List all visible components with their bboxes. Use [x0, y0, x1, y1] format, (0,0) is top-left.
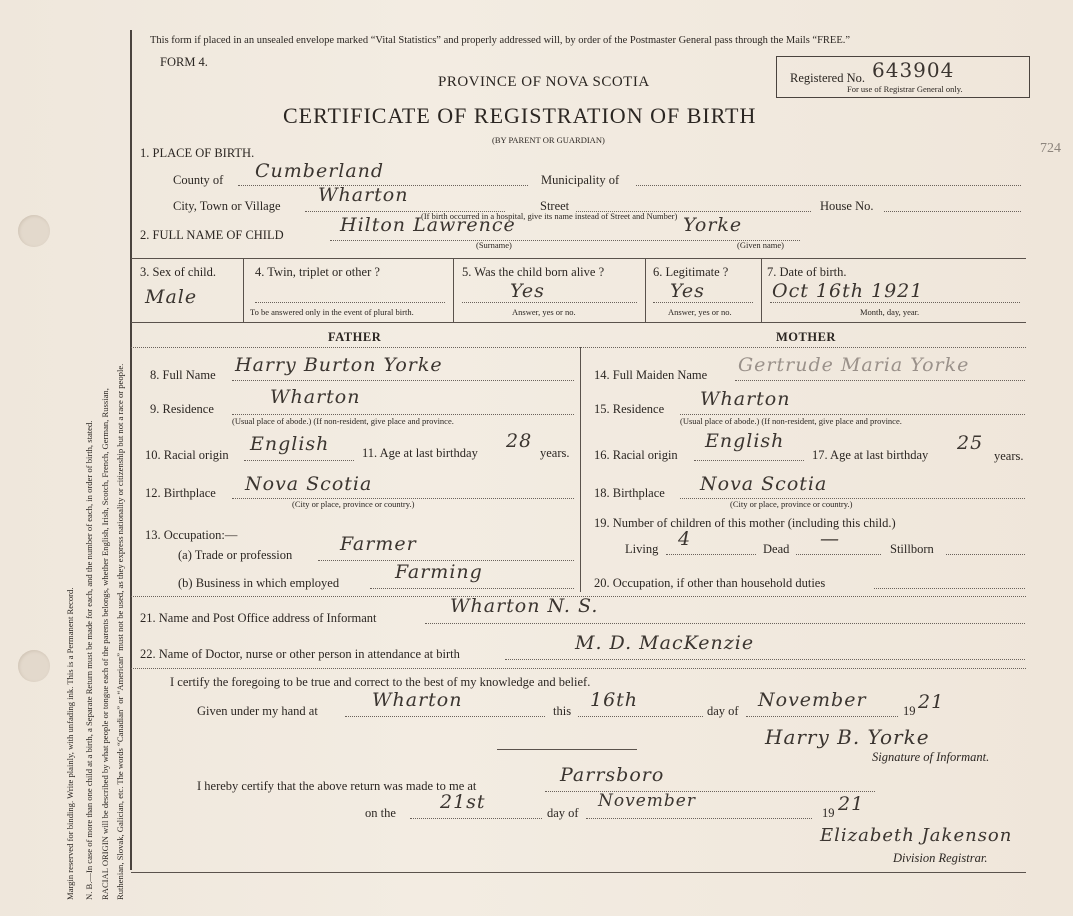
mother-dead-label: Dead — [763, 542, 790, 556]
registrar-year-suffix: 21 — [838, 793, 865, 815]
mother-header: MOTHER — [776, 330, 836, 344]
city-value: Wharton — [318, 184, 409, 206]
twin-note: To be answered only in the event of plural birth. — [250, 307, 414, 317]
informant-value: Wharton N. S. — [450, 595, 599, 617]
given-under-label: Given under my hand at — [197, 704, 318, 718]
certify-month: November — [758, 689, 867, 711]
mother-racial-label: 16. Racial origin — [594, 448, 678, 462]
certify-place: Wharton — [372, 689, 463, 711]
form-left-border — [130, 30, 132, 870]
mother-birthplace-label: 18. Birthplace — [594, 486, 665, 500]
father-trade-value: Farmer — [340, 533, 417, 555]
father-name-label: 8. Full Name — [150, 368, 216, 382]
father-birthplace-value: Nova Scotia — [245, 473, 373, 495]
certify-day: 16th — [590, 689, 639, 711]
legitimate-note: Answer, yes or no. — [668, 307, 732, 317]
sex-value: Male — [145, 286, 198, 308]
registrar-statement: I hereby certify that the above return was made to me at — [197, 779, 477, 793]
alive-label: 5. Was the child born alive ? — [462, 265, 605, 279]
father-age-label: 11. Age at last birthday — [362, 446, 478, 460]
postal-notice: This form if placed in an unsealed envelope marked “Vital Statistics” and properly addressed will, by order of the Postmaster General pass through the Mails “FREE.” — [150, 35, 851, 46]
twin-label: 4. Twin, triplet or other ? — [255, 265, 380, 279]
mother-age-label: 17. Age at last birthday — [812, 448, 929, 462]
child-surname: Yorke — [683, 214, 743, 236]
given-name-caption: (Given name) — [737, 240, 784, 250]
mother-occupation-label: 20. Occupation, if other than household duties — [594, 576, 826, 590]
registrar-signature: Elizabeth Jakenson — [820, 825, 1013, 846]
registrar-month: November — [598, 791, 696, 811]
father-racial-label: 10. Racial origin — [145, 448, 229, 462]
certify-year-prefix: 19 — [903, 704, 916, 718]
alive-note: Answer, yes or no. — [512, 307, 576, 317]
certify-dayof-label: day of — [707, 704, 739, 718]
form-number: FORM 4. — [160, 55, 208, 69]
mother-dead-value: — — [820, 528, 840, 550]
registrar-dayof-label: day of — [547, 806, 579, 820]
registrar-year-prefix: 19 — [822, 806, 835, 820]
certify-year-suffix: 21 — [918, 691, 945, 713]
mother-residence-value: Wharton — [700, 388, 791, 410]
punch-hole-bottom — [18, 650, 50, 682]
mother-racial-value: English — [705, 430, 785, 452]
house-number-label: House No. — [820, 199, 874, 213]
father-name-value: Harry Burton Yorke — [235, 354, 443, 376]
side-note-racial-2: Ruthenian, Slovak, Galician, etc. The words “Canadian” or “American” must not be used, as they express nationality or citizenship but not a race or people. — [115, 363, 125, 900]
county-value: Cumberland — [255, 160, 385, 182]
certificate-subtitle: (BY PARENT OR GUARDIAN) — [492, 135, 605, 145]
father-business-value: Farming — [395, 561, 483, 583]
mother-age-value: 25 — [957, 432, 984, 454]
mother-children-label: 19. Number of children of this mother (including this child.) — [594, 516, 896, 530]
mother-residence-label: 15. Residence — [594, 402, 665, 416]
mother-living-label: Living — [625, 542, 659, 556]
sex-label: 3. Sex of child. — [140, 265, 217, 279]
child-given-name: Hilton Lawrence — [340, 214, 516, 236]
hospital-note: (If birth occurred in a hospital, give its name instead of Street and Number) — [421, 211, 678, 221]
municipality-label: Municipality of — [541, 173, 620, 187]
certificate-title: CERTIFICATE OF REGISTRATION OF BIRTH — [283, 103, 757, 128]
child-name-label: 2. FULL NAME OF CHILD — [140, 228, 284, 242]
mother-years-label: years. — [994, 449, 1024, 463]
side-note-binding: Margin reserved for binding. Write plainly, with unfading ink. This is a Permanent Record. — [65, 587, 75, 900]
side-note-racial-1: RACIAL ORIGIN will be described by what people or tongue each of the parents belongs, whether English, Irish, Scotch, French, German, Russian, — [100, 388, 110, 900]
mother-birthplace-value: Nova Scotia — [700, 473, 828, 495]
registered-number: 643904 — [872, 58, 955, 82]
father-trade-label: (a) Trade or profession — [178, 548, 293, 562]
province-heading: PROVINCE OF NOVA SCOTIA — [438, 74, 650, 90]
alive-value: Yes — [510, 280, 545, 302]
mother-birthplace-note: (City or place, province or country.) — [730, 499, 853, 509]
place-of-birth-label: 1. PLACE OF BIRTH. — [140, 146, 255, 160]
informant-label: 21. Name and Post Office address of Informant — [140, 611, 377, 625]
father-years-label: years. — [540, 446, 570, 460]
corner-stamp: 724 — [1040, 141, 1061, 156]
doctor-label: 22. Name of Doctor, nurse or other person in attendance at birth — [140, 647, 460, 661]
legitimate-value: Yes — [670, 280, 705, 302]
punch-hole-top — [18, 215, 50, 247]
registrar-signature-label: Division Registrar. — [893, 851, 988, 865]
registered-note: For use of Registrar General only. — [847, 84, 963, 94]
birth-date-value: Oct 16th 1921 — [772, 280, 924, 302]
mother-name-value: Gertrude Maria Yorke — [738, 354, 970, 376]
father-business-label: (b) Business in which employed — [178, 576, 340, 590]
mother-living-value: 4 — [678, 528, 692, 550]
mother-name-label: 14. Full Maiden Name — [594, 368, 708, 382]
father-residence-label: 9. Residence — [150, 402, 214, 416]
father-residence-value: Wharton — [270, 386, 361, 408]
legitimate-label: 6. Legitimate ? — [653, 265, 729, 279]
registrar-day: 21st — [440, 791, 486, 813]
registered-label: Registered No. — [790, 71, 865, 85]
surname-caption: (Surname) — [476, 240, 512, 250]
certify-this-label: this — [553, 704, 572, 718]
street-label: Street — [540, 199, 570, 213]
certify-statement: I certify the foregoing to be true and correct to the best of my knowledge and belief. — [170, 675, 591, 689]
mother-residence-note: (Usual place of abode.) (If non-resident, give place and province. — [680, 416, 902, 426]
father-birthplace-note: (City or place, province or country.) — [292, 499, 415, 509]
doctor-value: M. D. MacKenzie — [575, 632, 755, 654]
father-age-value: 28 — [506, 430, 533, 452]
registrar-place: Parrsboro — [560, 764, 665, 786]
city-label: City, Town or Village — [173, 199, 281, 213]
mother-stillborn-label: Stillborn — [890, 542, 934, 556]
father-racial-value: English — [250, 433, 330, 455]
registrar-on-label: on the — [365, 806, 396, 820]
father-birthplace-label: 12. Birthplace — [145, 486, 216, 500]
birth-date-note: Month, day, year. — [860, 307, 920, 317]
informant-signature: Harry B. Yorke — [765, 725, 930, 749]
informant-signature-label: Signature of Informant. — [872, 750, 990, 764]
side-note-nb: N. B.—In case of more than one child at a birth, a Separate Return must be made for each, and the number of each, in order of birth, stated. — [84, 420, 94, 900]
father-header: FATHER — [328, 330, 382, 344]
county-label: County of — [173, 173, 224, 187]
father-residence-note: (Usual place of abode.) (If non-resident, give place and province. — [232, 416, 454, 426]
father-occupation-label: 13. Occupation:— — [145, 528, 238, 542]
birth-date-label: 7. Date of birth. — [767, 265, 847, 279]
registered-box — [776, 56, 1030, 98]
